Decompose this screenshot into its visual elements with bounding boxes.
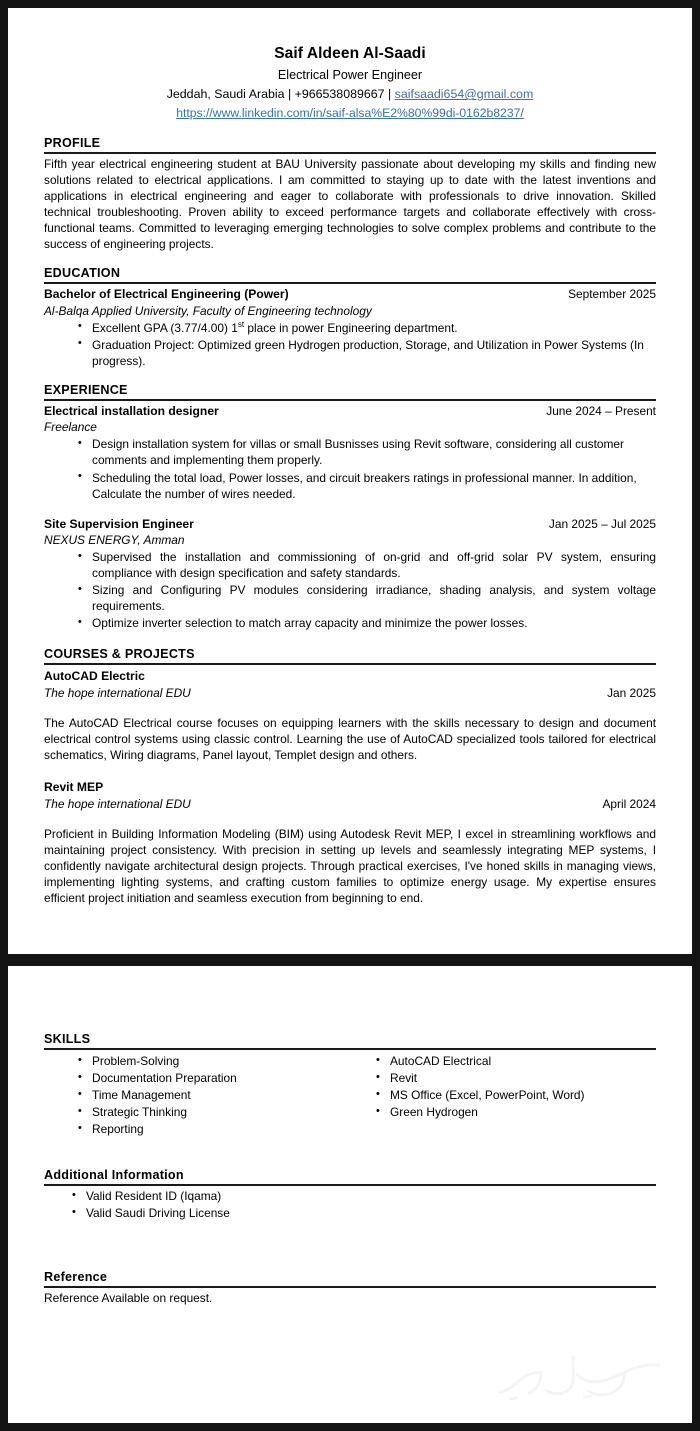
skill-item: • MS Office (Excel, PowerPoint, Word) bbox=[376, 1087, 656, 1103]
resume-header bbox=[44, 8, 656, 122]
skill-item: • Strategic Thinking bbox=[78, 1104, 350, 1120]
section-title-additional-information: Additional Information bbox=[44, 1168, 184, 1183]
additional-information-list bbox=[44, 1188, 656, 1221]
education-date: September 2025 bbox=[568, 287, 656, 302]
experience-bullets bbox=[44, 549, 656, 631]
section-title-profile: PROFILE bbox=[44, 136, 101, 151]
skills-column-left bbox=[44, 1052, 350, 1138]
course-description: The AutoCAD Electrical course focuses on equipping learners with the skills necessary to design and document electrical control systems using classic control. Learning the use of AutoCAD specialized tools tailored for electrical schematics, Wiring diagrams, Panel layout, Templet design and others. bbox=[44, 715, 656, 763]
skills-column-right bbox=[350, 1052, 656, 1138]
section-rule-education bbox=[44, 282, 656, 284]
education-bullet-gpa bbox=[78, 320, 656, 336]
education-institution: Al-Balqa Applied University, Faculty of Engineering technology bbox=[44, 303, 372, 318]
experience-bullets bbox=[44, 436, 656, 501]
course-name: Revit MEP bbox=[44, 780, 104, 795]
course-meta-row bbox=[44, 685, 656, 702]
experience-bullet: • Optimize inverter selection to match array capacity and minimize the power losses. bbox=[78, 615, 656, 631]
education-degree: Bachelor of Electrical Engineering (Power) bbox=[44, 287, 289, 302]
spacer bbox=[44, 1252, 656, 1270]
section-experience bbox=[44, 383, 656, 631]
candidate-job-title: Electrical Power Engineer bbox=[277, 67, 423, 82]
section-title-courses: COURSES & PROJECTS bbox=[44, 647, 195, 662]
gpa-prefix: Excellent GPA (3.77/4.00) 1 bbox=[92, 320, 238, 335]
section-profile bbox=[44, 136, 656, 252]
experience-date: Jan 2025 – Jul 2025 bbox=[548, 516, 656, 531]
experience-bullet: • Design installation system for villas or small Busnisses using Revit software, considering all customer comments and implementing them properly. bbox=[78, 436, 656, 468]
section-rule-additional-information bbox=[44, 1184, 656, 1186]
skill-item: • Problem-Solving bbox=[78, 1053, 350, 1069]
section-rule-courses bbox=[44, 663, 656, 665]
skill-item: • Time Management bbox=[78, 1087, 350, 1103]
haraj-watermark bbox=[482, 1339, 672, 1417]
education-bullets bbox=[44, 320, 656, 369]
education-bullet-project: • Graduation Project: Optimized green Hydrogen production, Storage, and Utilization in Power Systems (In progress). bbox=[78, 337, 656, 369]
gpa-suffix: place in power Engineering department. bbox=[244, 320, 458, 335]
resume-page-1 bbox=[8, 8, 692, 954]
experience-entry-row bbox=[44, 403, 656, 419]
section-title-experience: EXPERIENCE bbox=[44, 383, 128, 398]
resume-page-2 bbox=[8, 966, 692, 1423]
section-courses-projects bbox=[44, 647, 656, 906]
skill-item: • Green Hydrogen bbox=[376, 1104, 656, 1120]
course-description: Proficient in Building Information Modeling (BIM) using Autodesk Revit MEP, I excel in streamlining workflows and maintaining project consistency. With precision in setting up levels and seamlessly integrating MEP systems, I confidently navigate architectural design projects. Through practical exercises, I've honed skills in managing views, implementing lighting systems, and crafting custom families to optimize energy usage. My expertise ensures efficient project initiation and seamless execution from beginning to end. bbox=[44, 826, 656, 905]
gpa-ordinal-suffix: st bbox=[237, 319, 245, 329]
skill-item: • Reporting bbox=[78, 1121, 350, 1137]
experience-date: June 2024 – Present bbox=[546, 404, 656, 419]
experience-entry bbox=[44, 516, 656, 632]
experience-bullet: • Scheduling the total load, Power losses, and circuit breakers ratings in professional manner. In addition, Calculate the number of wires needed. bbox=[78, 470, 656, 502]
linkedin-link[interactable]: https://www.linkedin.com/in/saif-alsa%E2%80%99di-0162b8237/ bbox=[176, 105, 524, 120]
experience-company: Freelance bbox=[44, 420, 97, 435]
skill-item: • AutoCAD Electrical bbox=[376, 1053, 656, 1069]
section-skills bbox=[44, 1032, 656, 1138]
section-title-education: EDUCATION bbox=[44, 266, 121, 281]
course-name: AutoCAD Electric bbox=[44, 669, 145, 684]
course-organization: The hope international EDU bbox=[44, 686, 191, 701]
profile-paragraph: Fifth year electrical engineering student at BAU University passionate about developing my skills and finding new solutions related to electrical applications. I am committed to staying up to date with the latest inventions and applications in electrical engineering and eager to collaborate with professionals to drive innovation. Skilled technical troubleshooting. Proven ability to exceed performance targets and collaborate effectively with cross-functional teams. Committed to leveraging emerging technologies to solve complex problems and contribute to the success of engineering projects. bbox=[44, 157, 656, 252]
section-reference bbox=[44, 1270, 656, 1306]
section-rule-skills bbox=[44, 1048, 656, 1050]
spacer bbox=[44, 1138, 656, 1168]
course-block bbox=[44, 668, 656, 763]
additional-information-item: • Valid Resident ID (Iqama) bbox=[72, 1188, 656, 1204]
course-date: Jan 2025 bbox=[607, 686, 656, 701]
candidate-name: Saif Aldeen Al-Saadi bbox=[274, 45, 426, 62]
section-title-skills: SKILLS bbox=[44, 1032, 91, 1046]
section-rule-profile bbox=[44, 152, 656, 154]
section-additional-information bbox=[44, 1168, 656, 1221]
skill-item: • Revit bbox=[376, 1070, 656, 1086]
experience-bullet: • Sizing and Configuring PV modules considering irradiance, shading analysis, and system voltage requirements. bbox=[78, 582, 656, 614]
experience-role: Electrical installation designer bbox=[44, 404, 219, 419]
reference-text: Reference Available on request. bbox=[44, 1291, 213, 1306]
course-organization: The hope international EDU bbox=[44, 797, 191, 812]
education-entry-row bbox=[44, 286, 656, 302]
skills-list-right bbox=[350, 1053, 656, 1120]
linkedin-line bbox=[44, 104, 656, 122]
additional-information-item: • Valid Saudi Driving License bbox=[72, 1205, 656, 1221]
experience-company: NEXUS ENERGY, Amman bbox=[44, 532, 185, 547]
skill-item: • Documentation Preparation bbox=[78, 1070, 350, 1086]
spacer bbox=[44, 1222, 656, 1252]
email-link[interactable]: saifsaadi654@gmail.com bbox=[394, 87, 534, 102]
location-phone-text: Jeddah, Saudi Arabia | +966538089667 | bbox=[166, 87, 395, 102]
skills-grid bbox=[44, 1052, 656, 1138]
experience-bullet: • Supervised the installation and commissioning of on-grid and off-grid solar PV system, ensuring compliance with design specification and safety standards. bbox=[78, 549, 656, 581]
course-meta-row bbox=[44, 796, 656, 813]
contact-line bbox=[44, 85, 656, 104]
experience-entry bbox=[44, 403, 656, 502]
section-rule-experience bbox=[44, 399, 656, 401]
section-rule-reference bbox=[44, 1286, 656, 1288]
section-title-reference: Reference bbox=[44, 1270, 108, 1285]
course-block bbox=[44, 779, 656, 906]
experience-entry-row bbox=[44, 516, 656, 532]
skills-list-left bbox=[44, 1053, 350, 1137]
experience-role: Site Supervision Engineer bbox=[44, 516, 194, 531]
course-date: April 2024 bbox=[602, 797, 656, 812]
education-entry bbox=[44, 286, 656, 369]
section-education bbox=[44, 266, 656, 369]
